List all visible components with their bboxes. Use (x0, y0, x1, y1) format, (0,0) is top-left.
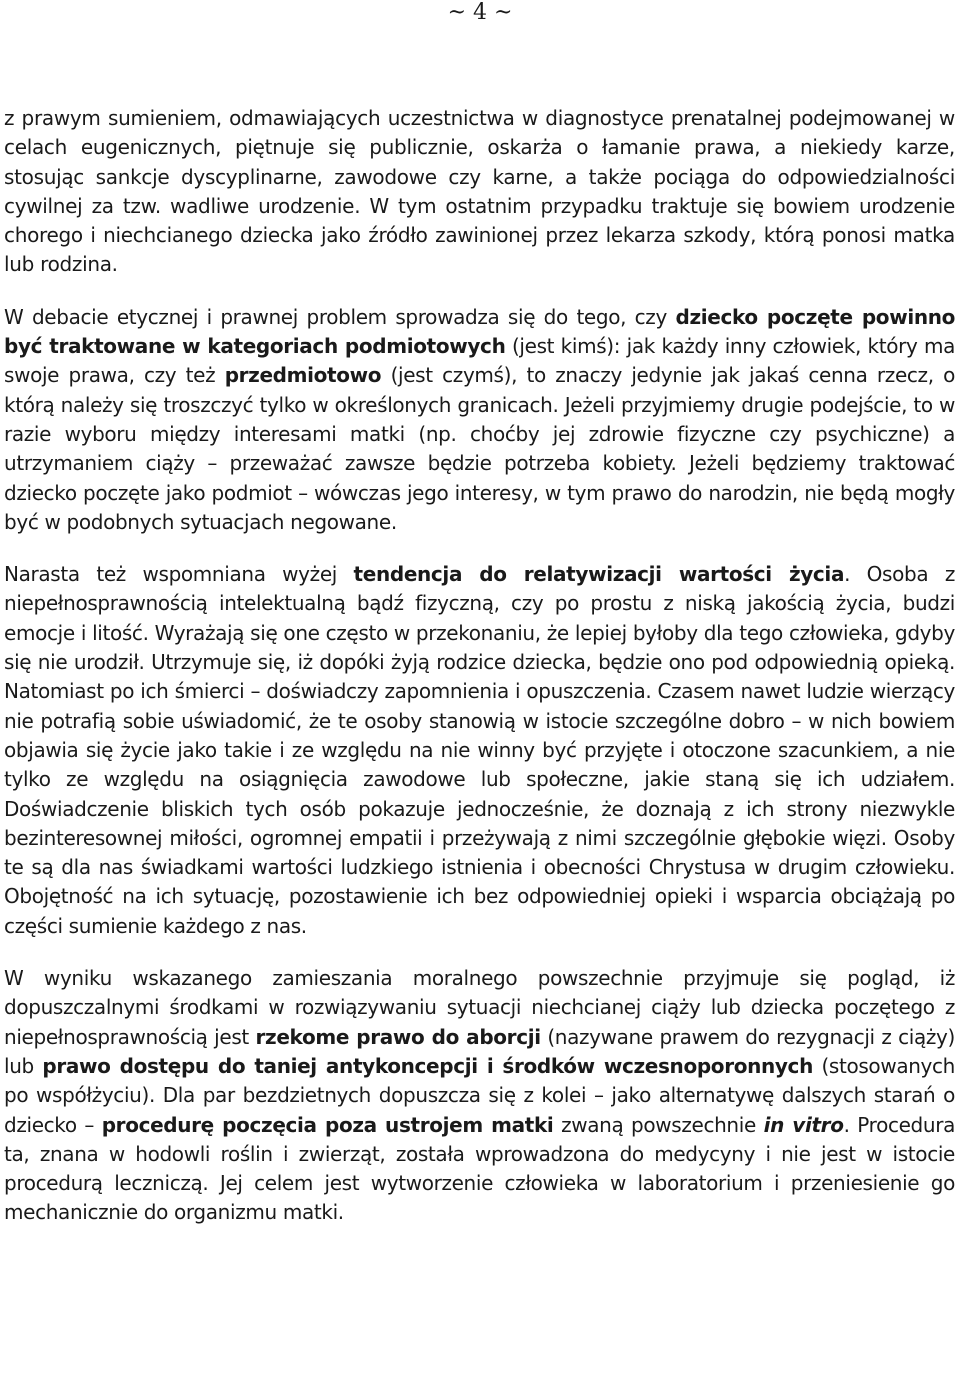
text-run: (jest czymś), to znaczy jedynie jak jakaś cenna rzecz, o którą należy się troszczyć tylko w określonych granicach. Jeżeli przyjmiemy drugie podejście, to w razie wyboru między interesami matki (np. choćby jej zdrowie fizyczne czy psychiczne) a utrzymaniem ciąży – przeważać zawsze będzie potrzeba kobiety. Jeżeli będziemy traktować dziecko poczęte jako podmiot – wówczas jego interesy, w tym prawo do narodzin, nie będą mogły być w podobnych sytuacjach negowane. (4, 363, 955, 534)
text-run: (jest kimś): jak każdy inny człowiek, który ma swoje prawa, czy też (4, 334, 955, 388)
paragraph (4, 560, 955, 941)
text-run: (nazywane prawem do rezygnacji z ciąży) lub (4, 1024, 955, 1078)
emphasized-text: przedmiotowo (224, 363, 382, 388)
text-run: W debacie etycznej i prawnej problem sprowadza się do tego, czy (4, 304, 676, 329)
text-run: Narasta też wspomniana wyżej (4, 562, 354, 587)
text-run: zwaną powszechnie (553, 1112, 764, 1137)
paragraph (4, 303, 955, 537)
emphasized-text: dziecko poczęte powinno być traktowane w kategoriach podmiotowych (4, 304, 955, 359)
text-run: z prawym sumieniem, odmawiających uczestnictwa w diagnostyce prenatalnej podejmowanej w celach eugenicznych, piętnuje się publicznie, oskarża o łamanie prawa, a niekiedy karze, stosując sankcje dyscyplinarne, zawodowe czy karne, a także pociąga do odpowiedzialności cywilnej za tzw. wadliwe urodzenie. W tym ostatnim przypadku traktuje się bowiem urodzenie chorego i niechcianego dziecka jako źródło zawinionej przez lekarza szkody, którą ponosi matka lub rodzina. (4, 106, 955, 277)
text-run: . Procedura ta, znana w hodowli roślin i zwierząt, została wprowadzona do medycyny i nie jest w istocie procedurą leczniczą. Jej celem jest wytworzenie człowieka w laboratorium i przeniesienie go mechanicznie do organizmu matki. (4, 1112, 956, 1225)
emphasized-text: prawo dostępu do taniej antykoncepcji i środków wczesnoporonnych (42, 1053, 813, 1078)
emphasized-text: procedurę poczęcia poza ustrojem matki (101, 1112, 554, 1137)
emphasized-text: tendencja do relatywizacji wartości życia (353, 562, 845, 587)
document-body (4, 104, 955, 1228)
emphasized-text: in vitro (763, 1112, 844, 1137)
text-run: . Osoba z niepełnosprawnością intelektualną bądź fizyczną, czy po prostu z niską jakością życia, budzi emocje i litość. Wyrażają się one często w przekonaniu, że lepiej byłoby dla tego człowieka, gdyby się nie urodził. Utrzymuje się, iż dopóki żyją rodzice dziecka, będzie ono pod odpowiednią opieką. Natomiast po ich śmierci – doświadczy zapomnienia i opuszczenia. Czasem nawet ludzie wierzący nie potrafią sobie uświadomić, że te osoby stanowią w istocie szczególne dobro – w nich bowiem objawia się życie jako takie i ze względu na nie winny być przyjęte i otoczone szacunkiem, a nie tylko ze względu na osiągnięcia zawodowe lub społeczne, jakie staną się ich udziałem. Doświadczenie bliskich tych osób pokazuje jednocześnie, że doznają z ich strony niezwykle bezinteresownej miłości, ogromnej empatii i przeżywają z nimi szczególnie głębokie więzi. Osoby te są dla nas świadkami wartości ludzkiego istnienia i obecności Chrystusa w drugim człowieku. Obojętność na ich sytuację, pozostawienie ich bez odpowiedniej opieki i wsparcia obciążają po części sumienie każdego z nas. (4, 562, 955, 938)
text-run: (stosowanych po współżyciu). Dla par bezdzietnych dopuszcza się z kolei – jako alternatywę dalszych starań o dziecko – (4, 1053, 956, 1137)
page-number: ~ 4 ~ (447, 0, 513, 25)
paragraph (4, 964, 955, 1228)
text-run: W wyniku wskazanego zamieszania moralnego powszechnie przyjmuje się pogląd, iż dopuszczalnymi środkami w rozwiązywaniu sytuacji niechcianej ciąży lub dziecka poczętego z niepełnosprawnością jest (4, 966, 955, 1049)
emphasized-text: rzekome prawo do aborcji (255, 1024, 541, 1049)
paragraph (4, 104, 955, 280)
